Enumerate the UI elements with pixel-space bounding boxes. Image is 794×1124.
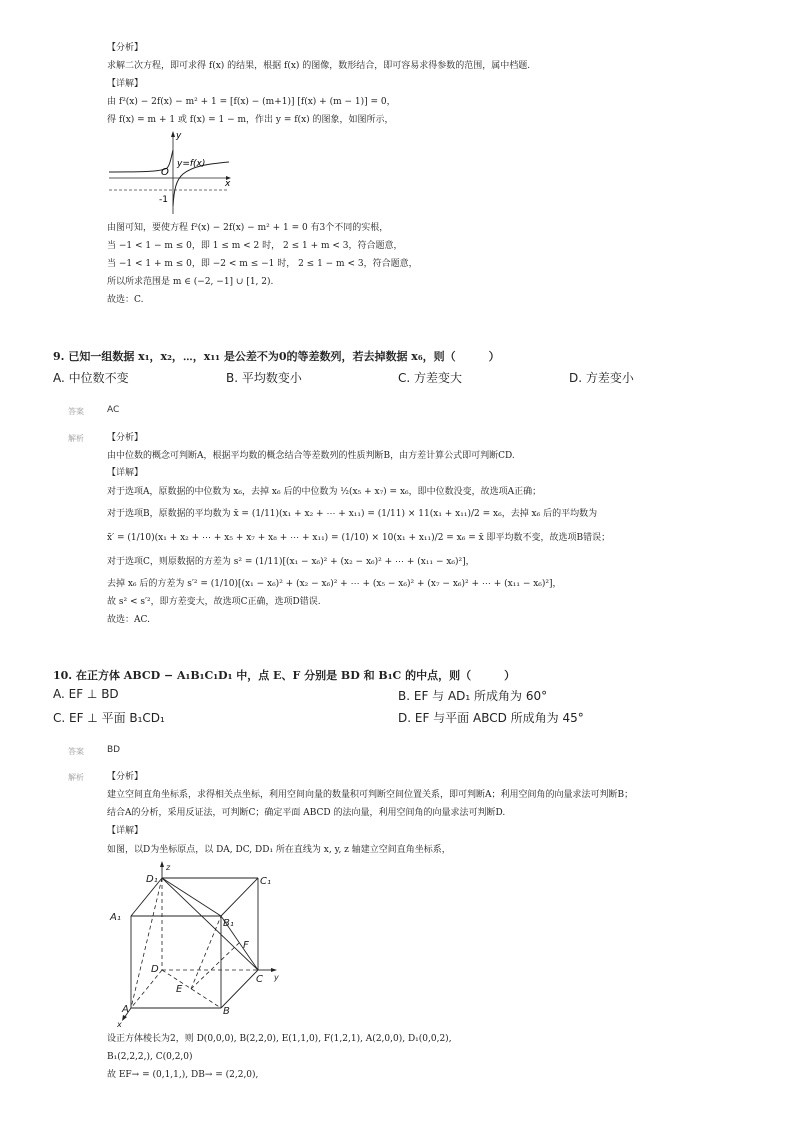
q9-option-c: C. 方差变大 bbox=[398, 371, 463, 385]
q9-detail-2: 对于选项B，原数据的平均数为 x̄ = (1/11)(x₁ + x₂ + ⋯ + x₁₁) = (1/11) × 11(x₁ + x₁₁)/2 = x₆，去掉 x₆ 后的平均数为 bbox=[107, 509, 598, 519]
cube-label-a1: A₁ bbox=[110, 912, 121, 923]
cube-label-c: C bbox=[256, 974, 263, 985]
graph-x-label: x bbox=[225, 179, 231, 189]
q10-option-a: A. EF ⊥ BD bbox=[53, 687, 119, 701]
cube-label-y: y bbox=[274, 973, 279, 982]
q9-detail-6: 故 s² < s′²，即方差变大，故选项C正确，选项D错误. bbox=[107, 597, 321, 607]
cube-label-x: x bbox=[117, 1020, 122, 1029]
q10-detail-3: B₁(2,2,2,), C(0,2,0) bbox=[107, 1052, 193, 1062]
p8-analysis-text: 求解二次方程，即可求得 f(x) 的结果，根据 f(x) 的图像，数形结合，即可容易求得参数的范围，属中档题. bbox=[107, 61, 531, 71]
q9-stem: 9. 已知一组数据 x₁，x₂，⋯，x₁₁ 是公差不为0的等差数列，若去掉数据 x₆，则（ ） bbox=[53, 350, 500, 363]
p8-line-5: 当 −1 < 1 + m ≤ 0，即 −2 < m ≤ −1 时， 2 ≤ 1 − m < 3，符合题意， bbox=[107, 259, 418, 269]
q9-detail-7: 故选：AC. bbox=[107, 615, 150, 625]
q9-detail-4: 对于选项C，则原数据的方差为 s² = (1/11)[(x₁ − x₆)² + (x₂ − x₆)² + ⋯ + (x₁₁ − x₆)²]， bbox=[107, 557, 475, 567]
q10-analysis-2: 结合A的分析，采用反证法，可判断C；确定平面 ABCD 的法向量，利用空间角的向量求法可判断D. bbox=[107, 808, 506, 818]
cube-label-d: D bbox=[151, 964, 159, 975]
q9-detail-3: x̄′ = (1/10)(x₁ + x₂ + ⋯ + x₅ + x₇ + x₈ + ⋯ + x₁₁) = (1/10) × 10(x₁ + x₁₁)/2 = x₆ = x̄ 即平均数不变，故选项B错误； bbox=[107, 533, 611, 543]
q10-detail-4: 故 EF→ = (0,1,1,), DB→ = (2,2,0), bbox=[107, 1070, 259, 1080]
q10-detail-1: 如图，以D为坐标原点，以 DA, DC, DD₁ 所在直线为 x, y, z 轴建立空间直角坐标系， bbox=[107, 845, 451, 855]
p8-line-3: 由图可知，要使方程 f²(x) − 2f(x) − m² + 1 = 0 有3个不同的实根， bbox=[107, 223, 389, 233]
q10-detail-2: 设正方体棱长为2，则 D(0,0,0), B(2,2,0), E(1,1,0), F(1,2,1), A(2,0,0), D₁(0,0,2), bbox=[107, 1034, 452, 1044]
p8-line-6: 所以所求范围是 m ∈ (−2, −1] ∪ [1, 2). bbox=[107, 277, 274, 287]
p8-line-1: 由 f²(x) − 2f(x) − m² + 1 = [f(x) − (m+1)] [f(x) + (m − 1)] = 0， bbox=[107, 97, 396, 107]
cube-label-f: F bbox=[243, 940, 249, 951]
q9-option-d: D. 方差变小 bbox=[569, 371, 634, 385]
p8-line-4: 当 −1 < 1 − m ≤ 0，即 1 ≤ m < 2 时， 2 ≤ 1 + m < 3，符合题意， bbox=[107, 241, 403, 251]
q10-option-d: D. EF 与平面 ABCD 所成角为 45° bbox=[398, 711, 584, 725]
q9-answer: AC bbox=[107, 405, 120, 415]
q9-detail-tag: 【详解】 bbox=[107, 468, 144, 478]
cube-label-e: E bbox=[176, 984, 183, 995]
cube-label-b1: B₁ bbox=[223, 918, 234, 929]
graph-origin-label: O bbox=[161, 167, 169, 178]
p8-analysis-tag: 【分析】 bbox=[107, 43, 144, 53]
p8-function-graph bbox=[107, 128, 237, 216]
q9-option-a: A. 中位数不变 bbox=[53, 371, 129, 385]
p8-line-7: 故选：C. bbox=[107, 295, 144, 305]
cube-label-b: B bbox=[223, 1006, 230, 1017]
q10-detail-tag: 【详解】 bbox=[107, 826, 144, 836]
q10-cube-figure bbox=[106, 858, 292, 1030]
q10-answer: BD bbox=[107, 745, 121, 755]
cube-label-c1: C₁ bbox=[260, 876, 271, 887]
q9-analysis-label: 解析 bbox=[68, 434, 84, 443]
graph-y-label: y bbox=[176, 131, 182, 141]
q9-detail-5: 去掉 x₆ 后的方差为 s′² = (1/10)[(x₁ − x₆)² + (x₂ − x₆)² + ⋯ + (x₅ − x₆)² + (x₇ − x₆)² + ⋯ + (x₁₁ − x₆)²]， bbox=[107, 579, 562, 589]
graph-curve-label: y=f(x) bbox=[177, 159, 206, 169]
cube-label-z: z bbox=[166, 863, 171, 872]
q9-analysis-tag: 【分析】 bbox=[107, 433, 144, 443]
q9-analysis-text: 由中位数的概念可判断A，根据平均数的概念结合等差数列的性质判断B，由方差计算公式即可判断CD. bbox=[107, 451, 515, 461]
q10-option-c: C. EF ⊥ 平面 B₁CD₁ bbox=[53, 711, 165, 725]
q9-answer-label: 答案 bbox=[68, 407, 84, 416]
q10-stem: 10. 在正方体 ABCD − A₁B₁C₁D₁ 中，点 E、F 分别是 BD 和 B₁C 的中点，则（ ） bbox=[53, 669, 516, 682]
q10-analysis-tag: 【分析】 bbox=[107, 772, 144, 782]
q10-analysis-label: 解析 bbox=[68, 773, 84, 782]
p8-detail-tag: 【详解】 bbox=[107, 79, 144, 89]
q10-option-b: B. EF 与 AD₁ 所成角为 60° bbox=[398, 689, 548, 703]
q10-answer-label: 答案 bbox=[68, 747, 84, 756]
cube-label-a: A bbox=[122, 1004, 129, 1015]
q9-option-b: B. 平均数变小 bbox=[226, 371, 302, 385]
q10-analysis-1: 建立空间直角坐标系，求得相关点坐标，利用空间向量的数量积可判断空间位置关系，即可判断A；利用空间角的向量求法可判断B； bbox=[107, 790, 634, 800]
graph-minus-one-label: -1 bbox=[159, 195, 168, 205]
p8-line-2: 得 f(x) = m + 1 或 f(x) = 1 − m，作出 y = f(x) 的图象，如图所示， bbox=[107, 115, 394, 125]
cube-label-d1: D₁ bbox=[146, 874, 158, 885]
q9-detail-1: 对于选项A，原数据的中位数为 x₆，去掉 x₆ 后的中位数为 ½(x₅ + x₇) = x₆，即中位数没变，故选项A正确； bbox=[107, 487, 542, 497]
